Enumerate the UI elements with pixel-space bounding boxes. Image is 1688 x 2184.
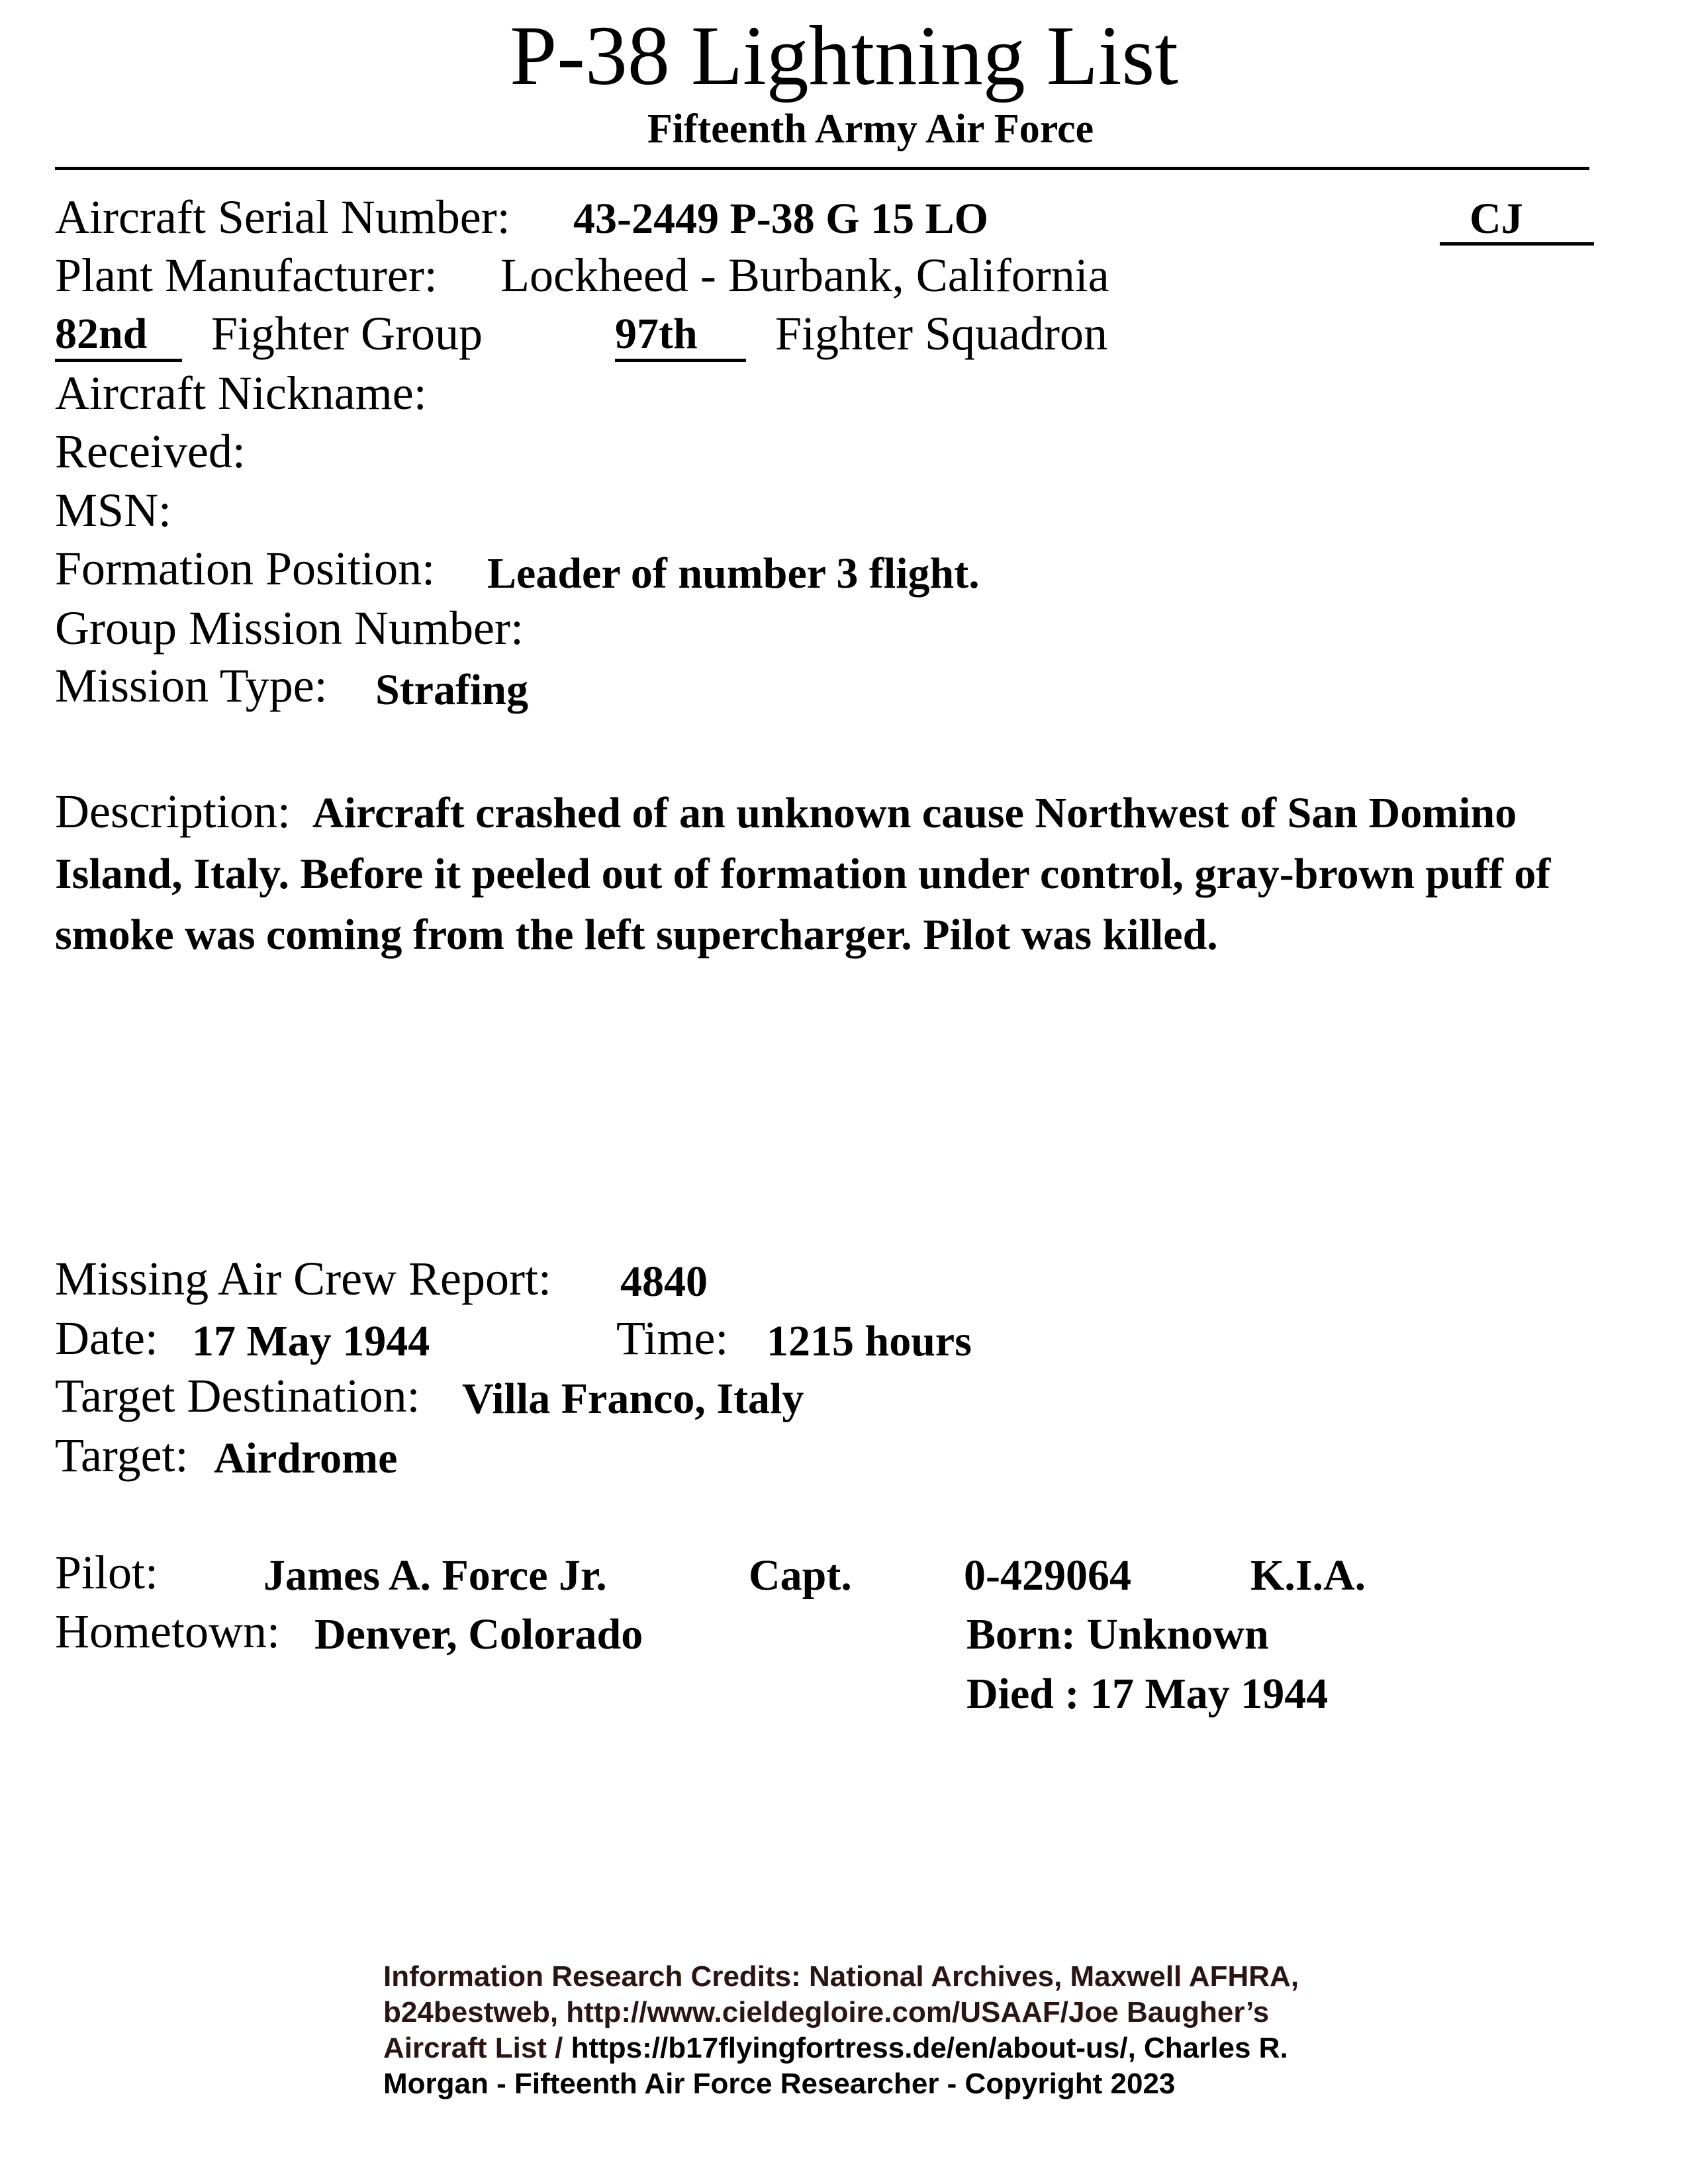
formation-label: Formation Position: — [55, 542, 436, 595]
msn-label: MSN: — [55, 484, 172, 537]
group-underline — [55, 308, 182, 362]
macr-label: Missing Air Crew Report: — [55, 1252, 551, 1305]
target-value: Airdrome — [214, 1434, 398, 1482]
time-value: 1215 hours — [767, 1317, 972, 1365]
squadron-underline — [615, 308, 746, 362]
hometown-label: Hometown: — [55, 1605, 280, 1658]
description-block — [55, 781, 1597, 966]
target-label: Target: — [55, 1429, 189, 1482]
pilot-rank: Capt. — [749, 1551, 852, 1600]
received-label: Received: — [55, 425, 246, 478]
pilot-died: Died : 17 May 1944 — [966, 1670, 1329, 1718]
code-underline — [1440, 196, 1594, 246]
aircraft-code: CJ — [1470, 195, 1523, 243]
squadron-value: 97th — [615, 310, 698, 358]
page-title: P-38 Lightning List — [510, 9, 1178, 103]
description-label: Description: — [55, 785, 291, 838]
pilot-born: Born: Unknown — [966, 1610, 1269, 1659]
pilot-serial: 0-429064 — [964, 1551, 1131, 1600]
serial-label: Aircraft Serial Number: — [55, 191, 510, 244]
macr-value: 4840 — [620, 1257, 708, 1306]
hometown-value: Denver, Colorado — [314, 1610, 643, 1659]
time-label: Time: — [616, 1312, 729, 1365]
header-divider — [55, 167, 1589, 170]
group-mission-label: Group Mission Number: — [55, 602, 524, 655]
date-value: 17 May 1944 — [192, 1317, 430, 1365]
mission-type-value: Strafing — [375, 666, 528, 714]
pilot-status: K.I.A. — [1250, 1551, 1366, 1600]
squadron-label: Fighter Squadron — [775, 307, 1107, 360]
target-destination-label: Target Destination: — [55, 1369, 420, 1422]
credits-text-part1: Information Research Credits: National Archives, Maxwell AFHRA, b24bestweb, http://www.cieldegloire.com/USAAF/Joe Baugher’s Aircraft List / — [383, 1960, 1299, 2064]
serial-value: 43-2449 P-38 G 15 LO — [573, 195, 988, 243]
plant-value: Lockheed - Burbank, California — [500, 249, 1109, 302]
credits-text-part2: https://b17flyingfortress.de/en/about-us/, Charles R. Morgan - Fifteenth Air Force Researcher - Copyright 2023 — [383, 2032, 1288, 2100]
pilot-label: Pilot: — [55, 1546, 159, 1599]
plant-label: Plant Manufacturer: — [55, 249, 438, 302]
pilot-name: James A. Force Jr. — [263, 1551, 607, 1600]
target-destination-value: Villa Franco, Italy — [462, 1375, 804, 1423]
mission-type-label: Mission Type: — [55, 659, 328, 712]
nickname-label: Aircraft Nickname: — [55, 367, 427, 420]
description-text: Aircraft crashed of an unknown cause Northwest of San Domino Island, Italy. Before it peeled out of formation under control, gray-brown puff of smoke was coming from the left supercharger. Pilot was killed. — [55, 789, 1551, 959]
group-label: Fighter Group — [211, 307, 483, 360]
page-subtitle: Fifteenth Army Air Force — [647, 107, 1094, 152]
group-value: 82nd — [55, 310, 148, 358]
date-label: Date: — [55, 1312, 158, 1365]
formation-value: Leader of number 3 flight. — [487, 549, 980, 598]
credits-footer — [383, 1959, 1376, 2102]
